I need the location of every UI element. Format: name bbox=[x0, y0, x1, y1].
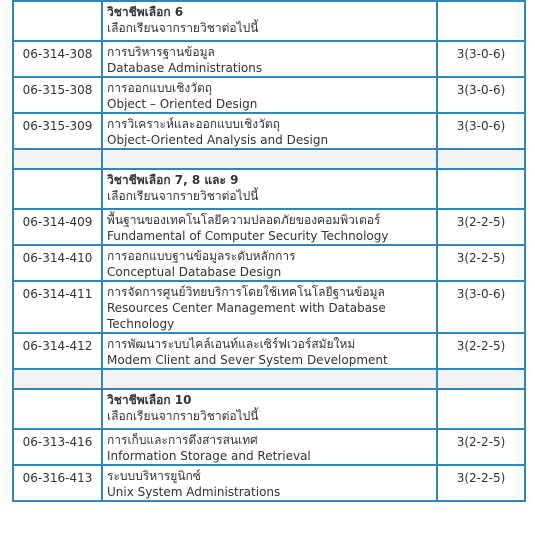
course-name-cell bbox=[102, 281, 437, 333]
spacer-cell bbox=[13, 369, 102, 389]
spacer-cell bbox=[437, 149, 525, 169]
course-credits: 3(3-0-6) bbox=[437, 77, 525, 113]
course-name-cell bbox=[102, 429, 437, 465]
course-code: 06-314-409 bbox=[13, 209, 102, 245]
course-name-english: Fundamental of Computer Security Technology bbox=[107, 229, 389, 243]
course-name-thai: การออกแบบฐานข้อมูลระดับหลักการ bbox=[107, 249, 296, 263]
course-row bbox=[13, 465, 525, 501]
group-header-code-cell bbox=[13, 1, 102, 41]
course-credits: 3(2-2-5) bbox=[437, 465, 525, 501]
course-name-cell bbox=[102, 245, 437, 281]
group-header-cell bbox=[102, 169, 437, 209]
course-code: 06-316-413 bbox=[13, 465, 102, 501]
course-name-english: Conceptual Database Design bbox=[107, 265, 282, 279]
group-header-row bbox=[13, 1, 525, 41]
spacer-cell bbox=[102, 369, 437, 389]
course-code: 06-315-309 bbox=[13, 113, 102, 149]
course-name-thai: การจัดการศูนย์วิทยบริการโดยใช้เทคโนโลยีฐานข้อมูล bbox=[107, 285, 385, 299]
course-name-english: Object – Oriented Design bbox=[107, 97, 258, 111]
group-header-row bbox=[13, 169, 525, 209]
group-spacer-row bbox=[13, 149, 525, 169]
course-credits: 3(3-0-6) bbox=[437, 113, 525, 149]
group-header-cell bbox=[102, 1, 437, 41]
course-name-cell bbox=[102, 77, 437, 113]
course-code: 06-315-308 bbox=[13, 77, 102, 113]
course-credits: 3(2-2-5) bbox=[437, 429, 525, 465]
course-name-english: Information Storage and Retrieval bbox=[107, 449, 311, 463]
course-name-english: Resources Center Management with Database bbox=[107, 301, 386, 315]
course-name-thai: ระบบบริหารยูนิกซ์ bbox=[107, 469, 201, 483]
group-subtitle: เลือกเรียนจากรายวิชาต่อไปนี้ bbox=[107, 21, 259, 35]
group-header-credits-cell bbox=[437, 389, 525, 429]
course-code: 06-313-416 bbox=[13, 429, 102, 465]
spacer-cell bbox=[102, 149, 437, 169]
group-title: วิชาชีพเลือก 10 bbox=[107, 393, 192, 407]
course-name-cell bbox=[102, 209, 437, 245]
group-header-credits-cell bbox=[437, 169, 525, 209]
group-title: วิชาชีพเลือก 7, 8 และ 9 bbox=[107, 173, 239, 187]
course-name-thai: การพัฒนาระบบไคล์เอนท์และเซิร์ฟเวอร์สมัยใหม่ bbox=[107, 337, 356, 351]
spacer-cell bbox=[437, 369, 525, 389]
course-code: 06-314-410 bbox=[13, 245, 102, 281]
course-name-english: Unix System Administrations bbox=[107, 485, 281, 499]
course-name-thai: การเก็บและการดึงสารสนเทศ bbox=[107, 433, 258, 447]
course-table bbox=[12, 0, 526, 502]
course-code: 06-314-308 bbox=[13, 41, 102, 77]
course-row bbox=[13, 209, 525, 245]
group-header-cell bbox=[102, 389, 437, 429]
course-row bbox=[13, 245, 525, 281]
course-name-english: Object-Oriented Analysis and Design bbox=[107, 133, 329, 147]
course-row bbox=[13, 281, 525, 333]
course-name-english: Database Administrations bbox=[107, 61, 263, 75]
group-subtitle: เลือกเรียนจากรายวิชาต่อไปนี้ bbox=[107, 409, 259, 423]
course-row bbox=[13, 333, 525, 369]
course-name-cell bbox=[102, 333, 437, 369]
group-spacer-row bbox=[13, 369, 525, 389]
course-name-english: Modem Client and Sever System Development bbox=[107, 353, 388, 367]
group-title: วิชาชีพเลือก 6 bbox=[107, 5, 184, 19]
course-name-thai: การบริหารฐานข้อมูล bbox=[107, 45, 215, 59]
course-name-cell bbox=[102, 113, 437, 149]
course-row bbox=[13, 113, 525, 149]
group-header-row bbox=[13, 389, 525, 429]
course-credits: 3(2-2-5) bbox=[437, 209, 525, 245]
course-credits: 3(3-0-6) bbox=[437, 281, 525, 333]
course-name-thai: พื้นฐานของเทคโนโลยีความปลอดภัยของคอมพิวเตอร์ bbox=[107, 213, 381, 227]
course-name-thai: การออกแบบเชิงวัตถุ bbox=[107, 81, 212, 95]
group-header-code-cell bbox=[13, 169, 102, 209]
course-name-cell bbox=[102, 465, 437, 501]
group-subtitle: เลือกเรียนจากรายวิชาต่อไปนี้ bbox=[107, 189, 259, 203]
course-table-body bbox=[13, 1, 525, 501]
course-name-english: Technology bbox=[107, 317, 175, 331]
spacer-cell bbox=[13, 149, 102, 169]
course-row bbox=[13, 77, 525, 113]
group-header-credits-cell bbox=[437, 1, 525, 41]
course-credits: 3(2-2-5) bbox=[437, 333, 525, 369]
group-header-code-cell bbox=[13, 389, 102, 429]
course-name-cell bbox=[102, 41, 437, 77]
course-credits: 3(2-2-5) bbox=[437, 245, 525, 281]
course-code: 06-314-412 bbox=[13, 333, 102, 369]
course-row bbox=[13, 429, 525, 465]
course-name-thai: การวิเคราะห์และออกแบบเชิงวัตถุ bbox=[107, 117, 280, 131]
course-code: 06-314-411 bbox=[13, 281, 102, 333]
course-row bbox=[13, 41, 525, 77]
course-credits: 3(3-0-6) bbox=[437, 41, 525, 77]
